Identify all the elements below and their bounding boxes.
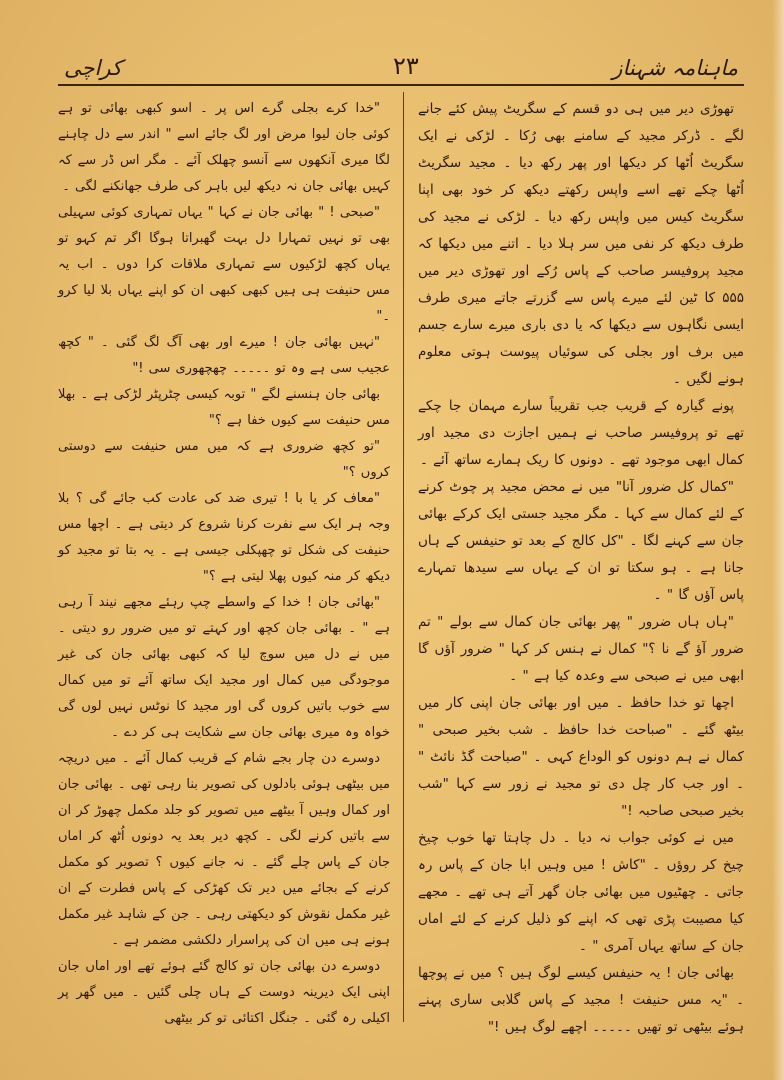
right-column [418,96,744,1041]
page-number: ۲۳ [393,52,419,80]
page-header [58,48,738,88]
paragraph: "تو کچھ ضروری ہے کہ میں مس حنیفت سے دوستی کروں ؟" [58,439,390,480]
paragraph: دوسرے دن بھائی جان تو کالج گئے ہوئے تھے اور اماں جان اپنی ایک دیرینہ دوست کے ہاں چلی گئیں ۔ میں گھر پر اکیلی رہ گئی ۔ جنگل اکتائی تو کر بیٹھی [58,959,390,1026]
page-edge [772,0,784,1080]
header-city: کراچی [64,56,122,80]
paragraph: "ہاں ہاں ضرور " پھر بھائی جان کمال سے بولے " تم ضرور آؤ گے نا ؟" کمال نے ہنس کر کہا " ضرور آؤں گا ابھی میں نے صبحی سے وعدہ کیا ہے " ۔ [418,614,744,684]
paragraph: "کمال کل ضرور آنا" میں نے محض مجید پر چوٹ کرنے کے لئے کمال سے کہا ۔ مگر مجید جستی ایک کرکے بھائی جان سے کہنے لگا ۔ "کل کالج کے بعد تو حنیفس کے ہاں جانا ہے ۔ ہو سکتا تو ان کے یہاں سے سیدھا تمہارے پاس آؤں گا " ۔ [418,479,744,603]
column-divider [403,92,404,1022]
paragraph: "معاف کر یا با ! تیری ضد کی عادت کب جائے گی ؟ بلا وجہ ہر ایک سے نفرت کرنا شروع کر دیتی ہے ۔ اچھا مس حنیفت کی شکل تو چھپکلی جیسی ہے ۔ یہ بتا تو مجید کو دیکھ کر منہ کیوں پھلا لیتی ہے ؟" [58,491,390,584]
paragraph: "بھائی جان ! خدا کے واسطے چپ رہئے مجھے نیند آ رہی ہے " ۔ بھائی جان کچھ اور کہتے تو میں ضرور رو دیتی ۔ میں نے دل میں سوچ لیا کہ کبھی بھائی جان کی غیر موجودگی میں کمال اور مجید ایک ساتھ آئے تو میں کمال سے خوب باتیں کروں گی اور مجید کا نوٹس نہیں لوں گی خواہ وہ میری بھائی جان سے شکایت ہی کر دے ۔ [58,595,390,740]
paragraph: "نہیں بھائی جان ! میرے اور بھی آگ لگ گئی ۔ " کچھ عجیب سی ہے وہ تو ۔۔۔۔۔ چھچھوری سی !" [58,335,390,376]
paragraph: پونے گیارہ کے قریب جب تقریباً سارے مہمان جا چکے تھے تو پروفیسر صاحب نے ہمیں اجازت دی مجید اور کمال ابھی موجود تھے ۔ دونوں کا ریک ہمارے ساتھ آئے ۔ [418,398,744,468]
left-column [58,96,390,1032]
paragraph: "خدا کرے بجلی گرے اس پر ۔ اسو کبھی بھائی تو ہے کوئی جان لیوا مرض اور لگ جائے اسے " اندر سے دل چاہنے لگا میری آنکھوں سے آنسو چھلک آئے ۔ مگر اس ڈر سے کہ کہیں بھائی جان نہ دیکھ لیں باہر کی طرف جھانکنے لگی ۔ [58,101,390,194]
paragraph: میں نے کوئی جواب نہ دیا ۔ دل چاہتا تھا خوب چیخ چیخ کر روؤں ۔ "کاش ! میں وہیں ابا جان کے پاس رہ جاتی ۔ چھٹیوں میں بھائی جان گھر آتے ہی تھے ۔ مجھے کیا مصیبت پڑی تھی کہ اپنے کو ذلیل کرنے کے لئے اماں جان کے ساتھ یہاں آمری " ۔ [418,830,744,954]
paragraph: بھائی جان ! یہ حنیفس کیسے لوگ ہیں ؟ میں نے پوچھا ۔ "یہ مس حنیفت ! مجید کے پاس گلابی ساری پہنے ہوئے بیٹھی تو تھیں ۔۔۔۔۔ اچھے لوگ ہیں !" [418,965,744,1035]
magazine-title: ماہنامہ شہناز [612,56,738,80]
paragraph: "صبحی ! " بھائی جان نے کہا " یہاں تمہاری کوئی سہیلی بھی تو نہیں تمہارا دل بہت گھبراتا ہوگا اگر تم کہو تو یہاں کچھ لڑکیوں سے تمہاری ملاقات کرا دوں ۔ اب یہ مس حنیفت ہی ہیں کبھی کبھی ان کو اپنے یہاں بلا لیا کرو ۔" [58,205,390,324]
paragraph: اچھا تو خدا حافظ ۔ میں اور بھائی جان اپنی کار میں بیٹھ گئے ۔ "صباحت خدا حافظ ۔ شب بخیر صبحی " کمال نے ہم دونوں کو الوداع کہی ۔ "صباحت گڈ نائٹ " ۔ اور جب کار چل دی تو مجید نے زور سے کہا "شب بخیر صبحی صاحبہ !" [418,695,744,819]
paragraph: تھوڑی دیر میں ہی دو قسم کے سگریٹ پیش کئے جانے لگے ۔ ڈرکر مجید کے سامنے بھی رُکا ۔ لڑکی نے ایک سگریٹ اُٹھا کر دیکھا اور پھر رکھ دیا ۔ مجید سگریٹ اُٹھا چکے تھے اسے واپس رکھتے دیکھ کر خود بھی اپنا سگریٹ کیس میں واپس رکھ دیا ۔ لڑکی نے مجید کی طرف دیکھ کر نفی میں سر ہلا دیا ۔ اتنے میں دیکھا کہ مجید پروفیسر صاحب کے پاس رُکے اور تھوڑی دیر میں ۵۵۵ کا ٹین لئے میرے پاس سے گزرتے جاتے میری طرف ایسی نگاہوں سے دیکھا کہ یا دی باری میرے سارے جسم میں برف اور بجلی کی سوئیاں پیوست ہوتی معلوم ہونے لگیں ۔ [418,101,744,387]
paragraph: بھائی جان ہنسنے لگے " توبہ کیسی چٹرپٹر لڑکی ہے ۔ بھلا مس حنیفت سے کیوں خفا ہے ؟" [58,387,390,428]
header-rule [58,84,744,86]
paragraph: دوسرے دن چار بجے شام کے قریب کمال آئے ۔ میں دریچہ میں بیٹھی ہوئی بادلوں کی تصویر بنا رہی تھی ۔ بھائی جان اور کمال وہیں آ بیٹھے میں تصویر کو جلد مکمل چھوڑ کر ان سے باتیں کرنے لگی ۔ کچھ دیر بعد یہ دونوں اُٹھ کر اماں جان کے پاس چلے گئے ۔ نہ جانے کیوں ؟ تصویر کو مکمل کرنے کے بجائے میں دیر تک کھڑکی کے پاس فطرت کے ان غیر مکمل نقوش کو دیکھتی رہی ۔ جن کے شاہد غیر مکمل ہونے ہی میں ان کی پراسرار دلکشی مضمر ہے ۔ [58,751,390,948]
